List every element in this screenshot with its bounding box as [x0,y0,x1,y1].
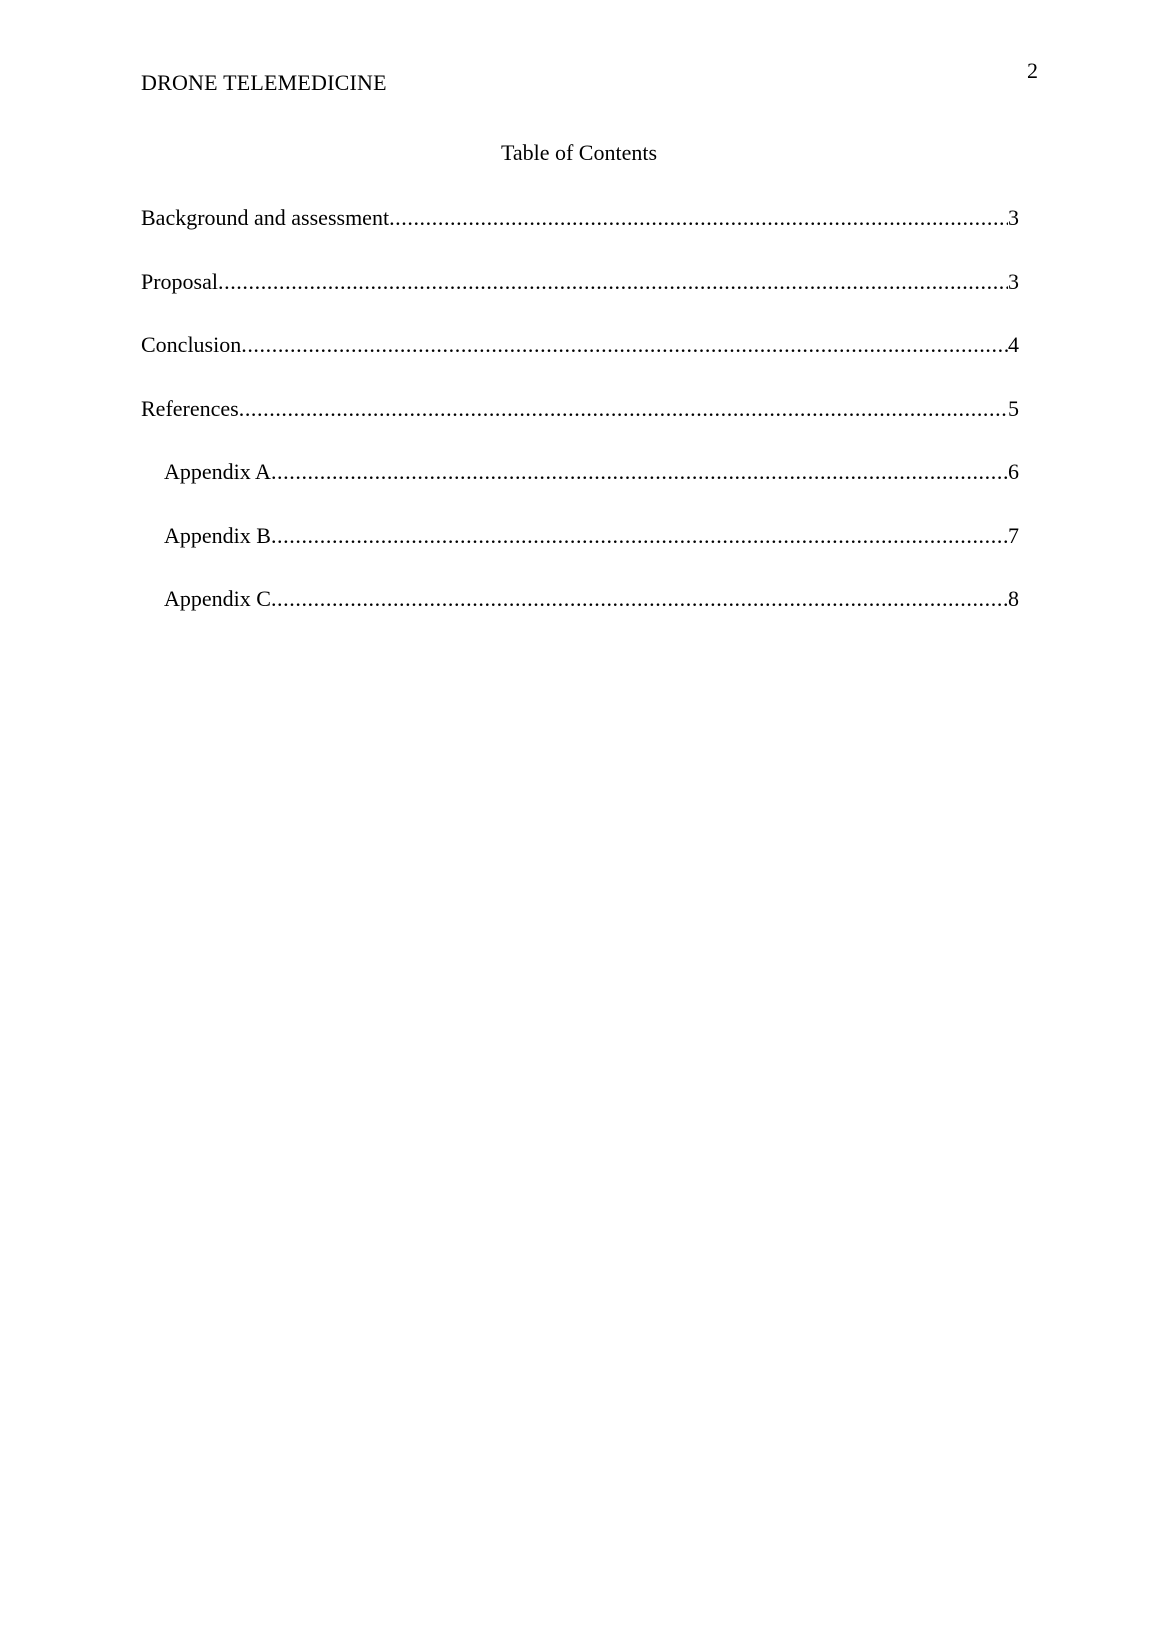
toc-entry-label: Proposal [141,268,218,294]
toc-entry-label: Background and assessment [141,205,390,230]
page-number: 2 [1027,58,1038,83]
toc-entry-page: 8 [1008,586,1019,611]
toc-entry-conclusion[interactable] [141,332,1019,396]
toc-entry-page: 7 [1008,522,1019,548]
running-head: DRONE TELEMEDICINE [141,70,387,95]
toc-entry-proposal[interactable] [141,269,1019,333]
toc-dot-leader [239,396,1008,422]
toc-entry-appendix-a[interactable] [141,459,1019,523]
toc-entry-label: Appendix C [164,586,271,611]
table-of-contents [141,205,1019,650]
toc-dot-leader [271,586,1008,612]
toc-dot-leader [389,205,1008,231]
toc-entry-page: 3 [1008,205,1019,230]
toc-dot-leader [271,523,1008,549]
toc-entry-label: Conclusion [141,332,242,357]
toc-dot-leader [218,269,1008,295]
toc-entry-page: 6 [1008,459,1019,484]
toc-entry-label: References [141,395,239,421]
toc-entry-background-and-assessment[interactable] [141,205,1019,269]
toc-entry-appendix-c[interactable] [141,586,1019,650]
toc-dot-leader [241,332,1008,358]
toc-entry-label: Appendix B [164,522,271,548]
toc-dot-leader [271,459,1008,485]
toc-entry-label: Appendix A [164,459,271,484]
toc-entry-page: 3 [1008,268,1019,294]
toc-entry-page: 5 [1008,395,1019,421]
toc-entry-page: 4 [1008,332,1019,357]
toc-title: Table of Contents [500,140,658,165]
toc-entry-references[interactable] [141,396,1019,460]
toc-entry-appendix-b[interactable] [141,523,1019,587]
